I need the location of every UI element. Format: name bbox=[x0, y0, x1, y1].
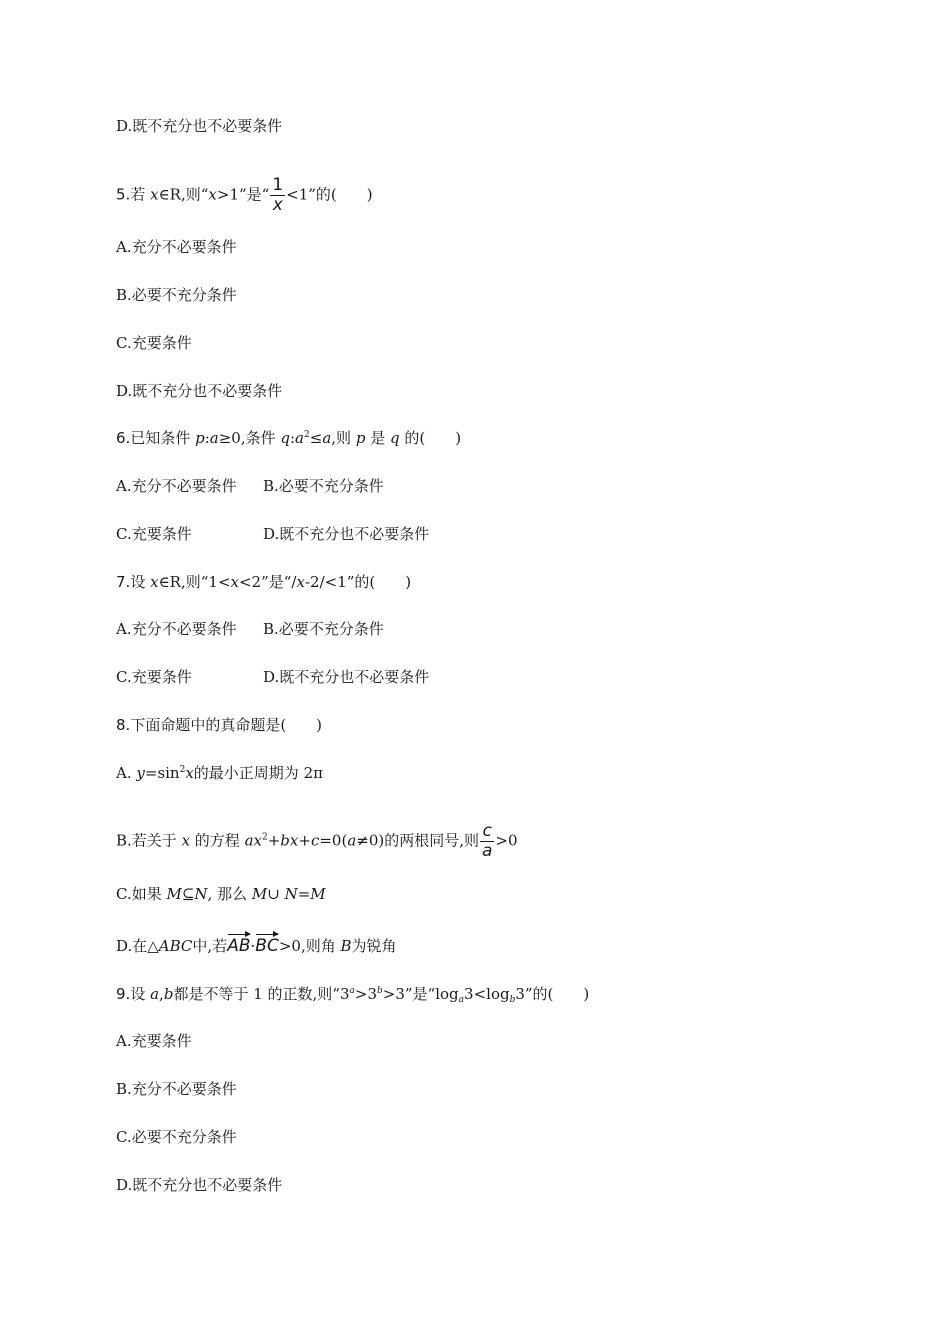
q6-var: p bbox=[195, 429, 205, 447]
q8-d-text: D.在△ bbox=[116, 937, 159, 955]
q9-log-base: a bbox=[458, 995, 465, 1005]
q5-var: x bbox=[208, 185, 217, 204]
q7-text: -2/<1”的( ) bbox=[304, 573, 412, 591]
q8-option-b bbox=[116, 822, 518, 861]
q5-option-c: C.充要条件 bbox=[116, 334, 192, 352]
q7-number: 7. bbox=[116, 573, 131, 591]
q8-a-exponent: 2 bbox=[179, 765, 186, 775]
q6-text: 已知条件 bbox=[130, 429, 196, 447]
q8-a-text: A. bbox=[116, 764, 137, 782]
q8-d-var: B bbox=[340, 937, 352, 955]
q8-c-var: N bbox=[284, 885, 298, 903]
q8-b-fraction bbox=[480, 822, 494, 861]
q9-text: >3 bbox=[354, 985, 377, 1003]
q8-b-var: ax bbox=[244, 831, 262, 850]
q8-d-text: 中,若 bbox=[192, 937, 228, 955]
q9-var: b bbox=[163, 985, 174, 1003]
fraction-denominator: x bbox=[272, 195, 283, 215]
q8-option-c bbox=[116, 884, 326, 904]
q6-number: 6. bbox=[116, 429, 131, 447]
q9-text: 3”的( ) bbox=[515, 985, 590, 1003]
q5-text: ∈R,则“ bbox=[158, 185, 209, 204]
q6-exponent: 2 bbox=[304, 430, 310, 440]
q9-number: 9. bbox=[116, 985, 131, 1003]
q6-option-d: D.既不充分也不必要条件 bbox=[263, 525, 430, 543]
q8-b-var: x bbox=[181, 831, 191, 850]
q8-b-text: =0( bbox=[319, 831, 348, 850]
q7-text: <2”是“/ bbox=[238, 573, 297, 591]
fraction-numerator: 1 bbox=[272, 175, 284, 195]
q9-var: a bbox=[150, 985, 160, 1003]
q9-option-c: C.必要不充分条件 bbox=[116, 1128, 237, 1146]
q8-b-var: bx bbox=[280, 831, 299, 850]
q9-option-d: D.既不充分也不必要条件 bbox=[116, 1176, 283, 1194]
q8-c-text: = bbox=[297, 885, 311, 903]
q6-text: ≥0,条件 bbox=[218, 429, 281, 447]
q8-b-text: >0 bbox=[495, 831, 518, 850]
q8-a-var: x bbox=[185, 764, 194, 782]
q8-a-text: 的最小正周期为 2π bbox=[193, 764, 323, 782]
fraction-denominator: a bbox=[482, 841, 493, 861]
q7-option-a: A.充分不必要条件 bbox=[116, 620, 237, 638]
q8-b-var: a bbox=[347, 831, 357, 850]
q7-stem bbox=[116, 572, 411, 592]
q9-option-a: A.充要条件 bbox=[116, 1032, 192, 1050]
q8-b-text: ≠0)的两根同号,则 bbox=[356, 831, 479, 850]
q7-var: x bbox=[230, 573, 239, 591]
q9-text: >3”是“log bbox=[382, 985, 459, 1003]
q5-number: 5. bbox=[116, 185, 131, 204]
q9-exponent: a bbox=[349, 986, 355, 996]
q6-option-c: C.充要条件 bbox=[116, 525, 192, 543]
q9-text: 设 bbox=[130, 985, 151, 1003]
q5-var: x bbox=[150, 185, 159, 204]
q8-text: 下面命题中的真命题是( ) bbox=[130, 716, 323, 734]
q5-option-d: D.既不充分也不必要条件 bbox=[116, 382, 283, 400]
q6-var: p bbox=[355, 429, 366, 447]
vector-ab: AB bbox=[227, 932, 250, 956]
q8-option-a bbox=[116, 763, 323, 783]
q9-stem bbox=[116, 984, 589, 1004]
q5-fraction bbox=[270, 176, 285, 215]
q8-d-text: >0,则角 bbox=[278, 937, 341, 955]
q8-b-text: + bbox=[267, 831, 281, 850]
q5-stem bbox=[116, 176, 373, 215]
q6-option-b: B.必要不充分条件 bbox=[263, 477, 384, 495]
q8-c-var: M bbox=[310, 885, 326, 903]
q6-option-a: A.充分不必要条件 bbox=[116, 477, 237, 495]
q7-text: ∈R,则“1< bbox=[158, 573, 231, 591]
q8-a-var: y bbox=[136, 764, 145, 782]
q8-c-var: N bbox=[194, 885, 208, 903]
q9-option-b: B.充分不必要条件 bbox=[116, 1080, 237, 1098]
q8-b-text: B.若关于 bbox=[116, 831, 182, 850]
q6-text: : bbox=[204, 429, 210, 447]
q7-var: x bbox=[150, 573, 159, 591]
q7-text: 设 bbox=[130, 573, 151, 591]
q4-option-d: D.既不充分也不必要条件 bbox=[116, 117, 283, 135]
q6-var: a bbox=[295, 429, 304, 447]
q8-b-exponent: 2 bbox=[261, 832, 268, 843]
q8-a-text: =sin bbox=[144, 764, 180, 782]
q7-var: x bbox=[296, 573, 305, 591]
q8-c-text: ⊆ bbox=[181, 885, 195, 903]
q6-var: a bbox=[322, 429, 332, 447]
q5-text: >1”是“ bbox=[216, 185, 270, 204]
q6-stem bbox=[116, 428, 461, 448]
q9-text: 都是不等于 1 的正数,则“3 bbox=[173, 985, 350, 1003]
q7-option-d: D.既不充分也不必要条件 bbox=[263, 668, 430, 686]
q8-d-text: 为锐角 bbox=[351, 937, 397, 955]
q8-b-text: 的方程 bbox=[190, 831, 245, 850]
q9-exponent: b bbox=[377, 986, 383, 996]
q8-c-text: ∪ bbox=[267, 885, 285, 903]
q6-text: ≤ bbox=[309, 429, 323, 447]
q7-option-b: B.必要不充分条件 bbox=[263, 620, 384, 638]
fraction-numerator: c bbox=[480, 822, 494, 842]
q8-d-var: ABC bbox=[158, 937, 193, 955]
vector-bc: BC bbox=[255, 932, 279, 956]
q8-option-d bbox=[116, 932, 397, 956]
q8-c-var: M bbox=[251, 885, 268, 903]
q5-text: 若 bbox=[130, 185, 151, 204]
q5-option-a: A.充分不必要条件 bbox=[116, 238, 237, 256]
q6-text: : bbox=[289, 429, 296, 447]
q6-text: ,则 bbox=[331, 429, 356, 447]
q8-b-text: + bbox=[298, 831, 311, 850]
q9-text: 3<log bbox=[464, 985, 510, 1003]
q8-c-var: M bbox=[166, 885, 182, 903]
q6-var: q bbox=[389, 429, 400, 447]
q6-text: 是 bbox=[365, 429, 390, 447]
q8-d-text: · bbox=[250, 937, 256, 955]
q6-text: 的( ) bbox=[399, 429, 462, 447]
q8-c-text: C.如果 bbox=[116, 885, 167, 903]
q6-var: a bbox=[209, 429, 219, 447]
q9-text: , bbox=[159, 985, 164, 1003]
q5-text: <1”的( ) bbox=[286, 185, 373, 204]
q5-option-b: B.必要不充分条件 bbox=[116, 286, 237, 304]
q8-number: 8. bbox=[116, 716, 131, 734]
q9-log-base: b bbox=[509, 995, 516, 1005]
q6-var: q bbox=[280, 429, 290, 447]
q8-stem bbox=[116, 715, 322, 735]
q8-b-var: c bbox=[310, 831, 320, 850]
q8-c-text: , 那么 bbox=[207, 885, 252, 903]
q7-option-c: C.充要条件 bbox=[116, 668, 192, 686]
